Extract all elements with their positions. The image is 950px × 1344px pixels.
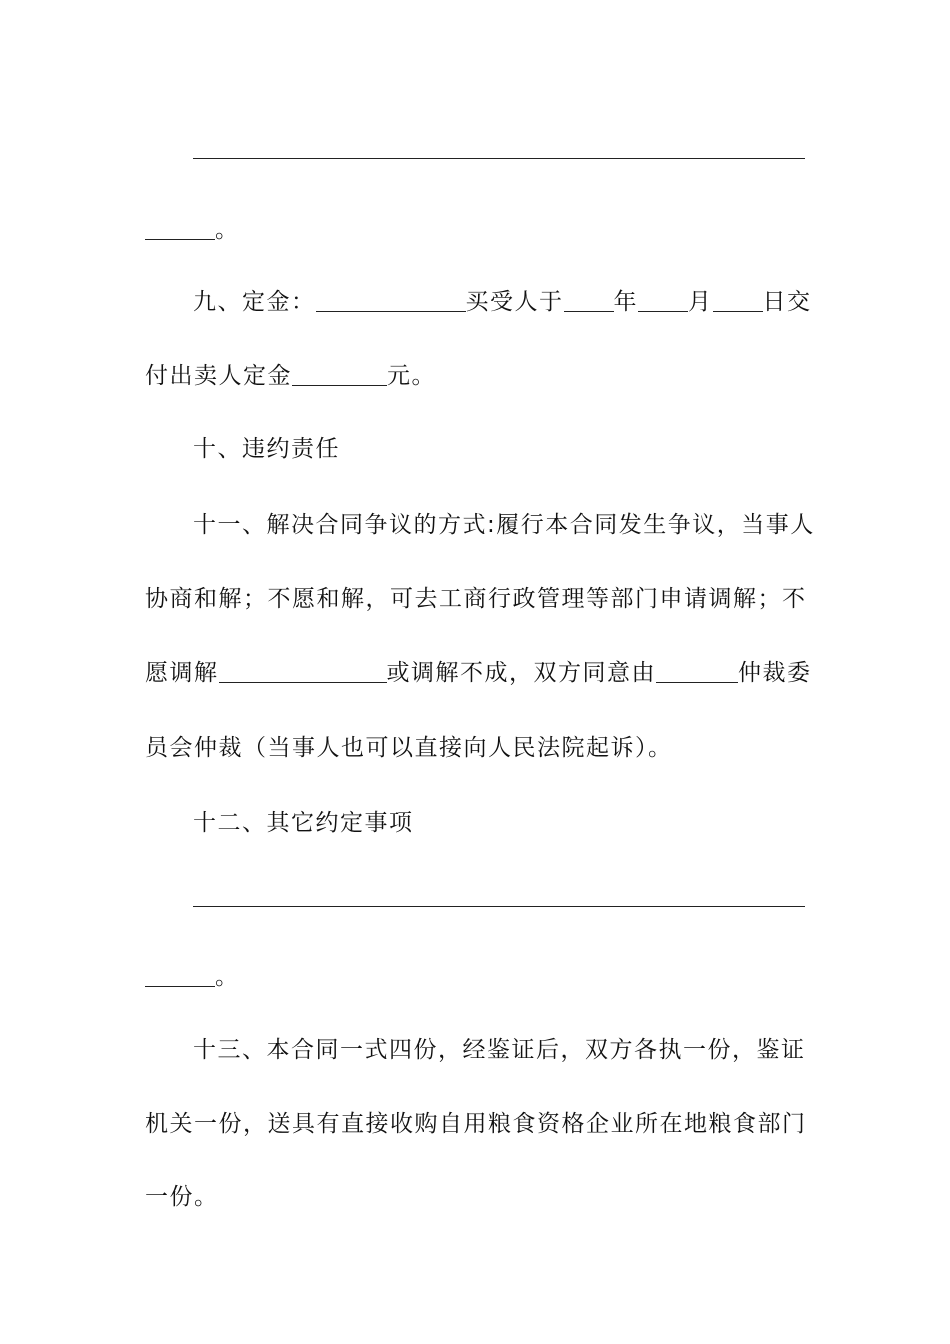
blank-arbitration bbox=[656, 659, 738, 683]
clause-13-text-1: 十三、本合同一式四份，经鉴证后，双方各执一份，鉴证 bbox=[193, 1037, 806, 1063]
day-label: 日交 bbox=[762, 289, 812, 315]
clause-13-line-3 bbox=[145, 1182, 219, 1212]
clause-10-label: 十、违约责任 bbox=[193, 436, 340, 462]
blank-month bbox=[638, 288, 688, 312]
clause-9-line-1 bbox=[193, 287, 812, 317]
blank-day bbox=[713, 288, 763, 312]
clause-9-line-2 bbox=[145, 361, 436, 391]
clause-13-text-2: 机关一份，送具有直接收购自用粮食资格企业所在地粮食部门 bbox=[145, 1111, 807, 1137]
blank-deposit-desc bbox=[316, 288, 466, 312]
end-mark: 。 bbox=[215, 217, 240, 243]
clause-11-text-3c: 仲裁委 bbox=[738, 660, 812, 686]
clause-11-text-3b: 或调解不成，双方同意由 bbox=[386, 660, 656, 686]
clause-11-text-3a: 愿调解 bbox=[145, 660, 219, 686]
month-label: 月 bbox=[688, 289, 713, 315]
section8-tail bbox=[145, 215, 240, 245]
blank-line-top bbox=[193, 158, 805, 159]
clause-12-tail bbox=[145, 962, 240, 992]
blank-year bbox=[564, 288, 614, 312]
clause-9-text: 买受人于 bbox=[465, 289, 564, 315]
clause-11-text-1: 十一、解决合同争议的方式:履行本合同发生争议，当事人 bbox=[193, 512, 815, 538]
blank-deposit-amount bbox=[292, 362, 387, 386]
clause-9-label: 九、定金： bbox=[193, 289, 316, 315]
clause-11-line-2 bbox=[145, 584, 807, 614]
blank-short bbox=[145, 216, 215, 240]
clause-12-label: 十二、其它约定事项 bbox=[193, 810, 414, 836]
clause-11-line-3 bbox=[145, 658, 812, 688]
clause-12 bbox=[193, 808, 414, 838]
clause-11-line-4 bbox=[145, 733, 673, 763]
clause-13-text-3: 一份。 bbox=[145, 1184, 219, 1210]
end-mark-2: 。 bbox=[215, 964, 240, 990]
clause-11-text-2: 协商和解；不愿和解，可去工商行政管理等部门申请调解；不 bbox=[145, 586, 807, 612]
unit-label: 元。 bbox=[387, 363, 436, 389]
clause-13-line-2 bbox=[145, 1109, 807, 1139]
clause-11-text-4: 员会仲裁（当事人也可以直接向人民法院起诉）。 bbox=[145, 735, 673, 761]
blank-mediation bbox=[219, 659, 387, 683]
blank-line-other-terms bbox=[193, 906, 805, 907]
clause-13-line-1 bbox=[193, 1035, 806, 1065]
blank-short-2 bbox=[145, 963, 215, 987]
clause-9-line-2-text: 付出卖人定金 bbox=[145, 363, 292, 389]
year-label: 年 bbox=[613, 289, 638, 315]
clause-11-line-1 bbox=[193, 510, 815, 540]
clause-10 bbox=[193, 434, 340, 464]
